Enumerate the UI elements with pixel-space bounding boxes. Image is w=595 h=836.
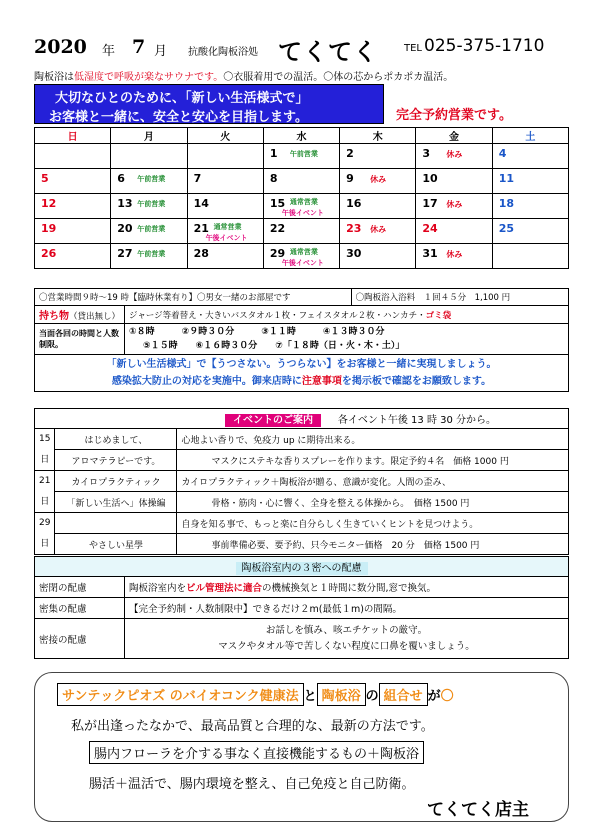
density-label: 密集の配慮 — [35, 598, 125, 619]
calendar-week — [35, 144, 569, 169]
bring-items: ジャージ等着替え・大きいバスタオル１枚・フェイスタオル２枚・ハンカチ・ — [129, 310, 426, 321]
day-status: 通常営業 — [213, 223, 242, 231]
calendar-day-cell — [111, 244, 187, 269]
calendar-day-cell — [492, 244, 568, 269]
notice-line2a: 感染拡大防止の対応を実施中。御来店時に — [111, 376, 302, 387]
calendar-day-cell — [340, 244, 416, 269]
event-day — [35, 513, 55, 555]
density-title: 陶板浴室内の３密への配慮 — [236, 562, 368, 575]
day-status: 休み — [370, 175, 387, 184]
event-desc-1: 心地よい香りで、免疫力 up に期待出来る。 — [177, 429, 569, 450]
calendar-day-cell — [416, 244, 492, 269]
day-number: 14 — [193, 197, 209, 210]
weekday-header: 日 — [35, 128, 111, 144]
day-number: 17 — [422, 197, 438, 210]
day-status: 通常営業 — [289, 248, 318, 256]
density-text-0c: の機械換気と１時間に数分間,窓で換気。 — [262, 583, 437, 594]
calendar-day-cell — [263, 194, 339, 219]
calendar-day-cell — [111, 219, 187, 244]
promo-toban: 陶板浴 — [317, 683, 366, 706]
day-number: 8 — [269, 172, 278, 185]
page-header — [32, 34, 572, 66]
day-number: 11 — [498, 172, 514, 185]
day-status: 午前営業 — [137, 175, 166, 183]
hours-cell — [35, 289, 352, 306]
calendar-day-cell — [35, 244, 111, 269]
promo-line1 — [57, 683, 454, 706]
day-status: 午前営業 — [137, 200, 166, 208]
promo-box — [34, 672, 569, 822]
day-status: 午前営業 — [137, 225, 166, 233]
event-day-num: 29 — [39, 518, 51, 528]
calendar — [34, 127, 569, 269]
event-row — [35, 471, 569, 492]
day-number: 5 — [41, 172, 49, 185]
calendar-day-cell — [35, 219, 111, 244]
density-text-2 — [125, 619, 569, 659]
day-event-note: 午後イベント — [205, 234, 248, 242]
event-day — [35, 471, 55, 513]
event-row — [35, 429, 569, 450]
day-number: 9 — [346, 172, 354, 185]
day-number: 29 — [269, 247, 286, 260]
event-name-2: アロマテラピーです。 — [55, 450, 177, 471]
promo-sign: てくてく店主 — [427, 800, 529, 820]
tel-label: TEL — [404, 43, 422, 54]
bring-note: （貸出無し） — [69, 312, 121, 322]
day-number: 25 — [498, 222, 514, 235]
density-text-1: 【完全予約制・人数制限中】できるだけ２m(最低１m)の間隔。 — [125, 598, 569, 619]
reservation-note: 完全予約営業です。 — [396, 108, 512, 123]
intro-a: 陶板浴は — [34, 72, 74, 83]
calendar-day-cell — [263, 219, 339, 244]
calendar-day-cell — [492, 169, 568, 194]
event-row-2 — [35, 492, 569, 513]
day-status: 通常営業 — [289, 198, 318, 206]
event-desc-2: マスクにステキな香りスプレーを作ります。限定予約４名 価格 1000 円 — [177, 450, 569, 471]
day-number: 24 — [422, 222, 438, 235]
promo-and: と — [303, 689, 317, 704]
day-number: 27 — [117, 247, 133, 260]
day-number: 26 — [41, 247, 57, 260]
events-header — [35, 409, 569, 429]
event-row — [35, 513, 569, 534]
weekday-header: 金 — [416, 128, 492, 144]
calendar-day-cell — [416, 219, 492, 244]
event-desc-2: 骨格・筋肉・心に響く、全身を整える体操から。 価格 1500 円 — [177, 492, 569, 513]
day-number: 28 — [193, 247, 209, 260]
calendar-day-cell — [340, 194, 416, 219]
density-text-2b: マスクやタオル等で苦しくない程度に口鼻を覆いましょう。 — [218, 640, 475, 652]
day-number: 10 — [422, 172, 438, 185]
calendar-day-cell — [416, 144, 492, 169]
day-number: 13 — [117, 197, 133, 210]
times-cell — [125, 324, 569, 355]
bring-label-cell — [35, 306, 125, 324]
events-table — [34, 408, 569, 555]
tel-number: 025-375-1710 — [424, 36, 545, 56]
bring-items-cell — [125, 306, 569, 324]
day-number: 3 — [422, 147, 431, 160]
day-number: 22 — [269, 222, 286, 235]
calendar-day-cell — [263, 144, 339, 169]
calendar-day-cell — [35, 169, 111, 194]
event-day — [35, 429, 55, 471]
density-title-cell — [35, 557, 569, 577]
promo-line3-text: 腸内フローラを介する事なく直接機能するもの＋陶板浴 — [89, 741, 424, 764]
calendar-day-cell — [187, 169, 263, 194]
day-number: 4 — [498, 147, 507, 160]
calendar-week — [35, 169, 569, 194]
calendar-week — [35, 194, 569, 219]
day-number: 12 — [41, 197, 57, 210]
event-name-2: 「新しい生活へ」体操編 — [55, 492, 177, 513]
promo-product: サンテックピオズ のバイオコンク健康法 — [57, 683, 304, 706]
times-row1: ①８時 ②９時３０分 ③１１時 ④１３時３０分 — [129, 327, 385, 337]
event-name-1: はじめまして、 — [55, 429, 177, 450]
calendar-day-cell — [340, 144, 416, 169]
day-number: 18 — [498, 197, 514, 210]
weekday-header: 水 — [263, 128, 339, 144]
calendar-day-cell — [187, 219, 263, 244]
event-row-2 — [35, 534, 569, 555]
times-label: 当面各回の時間と人数制限。 — [39, 329, 119, 349]
calendar-day-cell — [111, 169, 187, 194]
day-number: 20 — [117, 222, 133, 235]
month-unit: 月 — [154, 44, 168, 59]
calendar-day-cell — [416, 169, 492, 194]
day-status: 午前営業 — [137, 250, 166, 258]
calendar-day-cell — [340, 219, 416, 244]
hours-text: 〇営業時間９時〜19 時【臨時休業有り】〇男女一緒のお部屋です — [39, 293, 291, 303]
month: 7 — [132, 36, 146, 58]
day-event-note: 午後イベント — [281, 209, 324, 217]
calendar-day-cell — [492, 194, 568, 219]
event-desc-1: カイロプラクティック＋陶板浴が贈る、意識が変化。人間の歪み、 — [177, 471, 569, 492]
weekday-header: 木 — [340, 128, 416, 144]
calendar-day-cell — [492, 144, 568, 169]
density-text-0a: 陶板浴室内を — [129, 583, 187, 594]
event-day-unit: 日 — [40, 539, 50, 549]
density-label: 密閉の配慮 — [35, 577, 125, 598]
day-event-note: 午後イベント — [281, 259, 324, 267]
info-table — [34, 288, 569, 392]
day-number: 6 — [117, 172, 125, 185]
day-number: 2 — [346, 147, 354, 160]
calendar-day-cell — [340, 169, 416, 194]
calendar-day-cell — [263, 244, 339, 269]
day-number: 23 — [346, 222, 362, 235]
promo-combo: 組合せ — [379, 683, 428, 706]
event-name-1: カイロプラクティック — [55, 471, 177, 492]
promo-ga: が — [427, 689, 441, 704]
weekday-header: 土 — [492, 128, 568, 144]
bring-trash: ゴミ袋 — [425, 310, 452, 321]
day-number: 21 — [193, 222, 209, 235]
weekday-header: 月 — [111, 128, 187, 144]
calendar-day-cell — [492, 219, 568, 244]
event-name-2: やさしい星學 — [55, 534, 177, 555]
density-text-2a: お話しを慎み、咳エチケットの厳守。 — [265, 624, 428, 636]
calendar-day-cell — [187, 144, 263, 169]
calendar-day-cell — [111, 194, 187, 219]
event-name-1 — [55, 513, 177, 534]
day-number: 30 — [346, 247, 362, 260]
times-label-cell — [35, 324, 125, 355]
notice-line1: 「新しい生活様式」で【うつさない。うつらない】をお客様と一緒に実現しましょう。 — [106, 359, 497, 370]
intro-b: 低湿度で呼吸が楽なサウナです。 — [74, 72, 224, 83]
notice-line2c: を掲示板で確認をお願致します。 — [341, 376, 492, 387]
notice-cell — [35, 355, 569, 392]
event-row-2 — [35, 450, 569, 471]
banner-line2: お客様と一緒に、安全と安心を目指します。 — [49, 110, 308, 125]
day-status: 休み — [446, 250, 463, 259]
day-number: 1 — [269, 147, 278, 160]
calendar-day-cell — [111, 144, 187, 169]
calendar-week — [35, 244, 569, 269]
notice-line2b: 注意事項 — [301, 376, 342, 387]
promo-circle: 〇 — [440, 689, 454, 704]
fee-text: 〇陶板浴入浴料 １回４５分 1,100 円 — [355, 293, 511, 303]
event-day-num: 21 — [39, 476, 51, 486]
calendar-day-cell — [35, 194, 111, 219]
event-day-num: 15 — [39, 434, 51, 444]
event-desc-1: 自身を知る事で、もっと楽に自分らしく生きていくヒントを見つけよう。 — [177, 513, 569, 534]
density-table — [34, 556, 569, 659]
day-status: 休み — [446, 200, 463, 209]
banner — [34, 84, 384, 124]
day-number: 19 — [41, 222, 57, 235]
year-unit: 年 — [102, 44, 116, 59]
event-day-unit: 日 — [40, 455, 50, 465]
bring-label: 持ち物 — [39, 311, 69, 322]
day-number: 31 — [422, 247, 438, 260]
weekday-header: 火 — [187, 128, 263, 144]
promo-line2: 私が出逢ったなかで、最高品質と合理的な、最新の方法です。 — [71, 719, 434, 734]
times-row2: ⑤１５時 ⑥１６時３０分 ⑦「１８時（日・火・木・土）」 — [143, 341, 405, 351]
year: 2020 — [34, 36, 87, 58]
intro-c: 〇衣服着用での温活。〇体の芯からポカポカ温活。 — [223, 72, 454, 83]
shop-type: 抗酸化陶板浴処 — [188, 47, 258, 58]
event-desc-2: 事前準備必要、要予約、只今モニター価格 20 分 価格 1500 円 — [177, 534, 569, 555]
day-status: 午前営業 — [289, 150, 318, 158]
promo-line4: 腸活＋温活で、腸内環境を整え、自己免疫と自己防衛。 — [89, 777, 415, 792]
calendar-day-cell — [416, 194, 492, 219]
promo-line3 — [89, 741, 424, 764]
day-status: 休み — [446, 150, 463, 159]
calendar-day-cell — [187, 194, 263, 219]
density-label: 密接の配慮 — [35, 619, 125, 659]
fee-cell — [351, 289, 568, 306]
day-number: 16 — [346, 197, 362, 210]
intro-line — [34, 68, 453, 83]
day-number: 15 — [269, 197, 286, 210]
density-text-0 — [125, 577, 569, 598]
calendar-day-cell — [187, 244, 263, 269]
event-day-unit: 日 — [40, 497, 50, 507]
day-number: 7 — [193, 172, 202, 185]
events-subtitle: 各イベント午後 13 時 30 分から。 — [337, 415, 497, 426]
calendar-week — [35, 219, 569, 244]
banner-line1: 大切なひとのために、「新しい生活様式で」 — [55, 91, 309, 106]
promo-no: の — [365, 689, 379, 704]
shop-name: てくてく — [278, 38, 378, 66]
day-status: 休み — [370, 225, 387, 234]
density-text-0b: ビル管理法に適合 — [186, 583, 263, 594]
events-title: イベントのご案内 — [225, 414, 321, 427]
calendar-day-cell — [263, 169, 339, 194]
calendar-day-cell — [35, 144, 111, 169]
